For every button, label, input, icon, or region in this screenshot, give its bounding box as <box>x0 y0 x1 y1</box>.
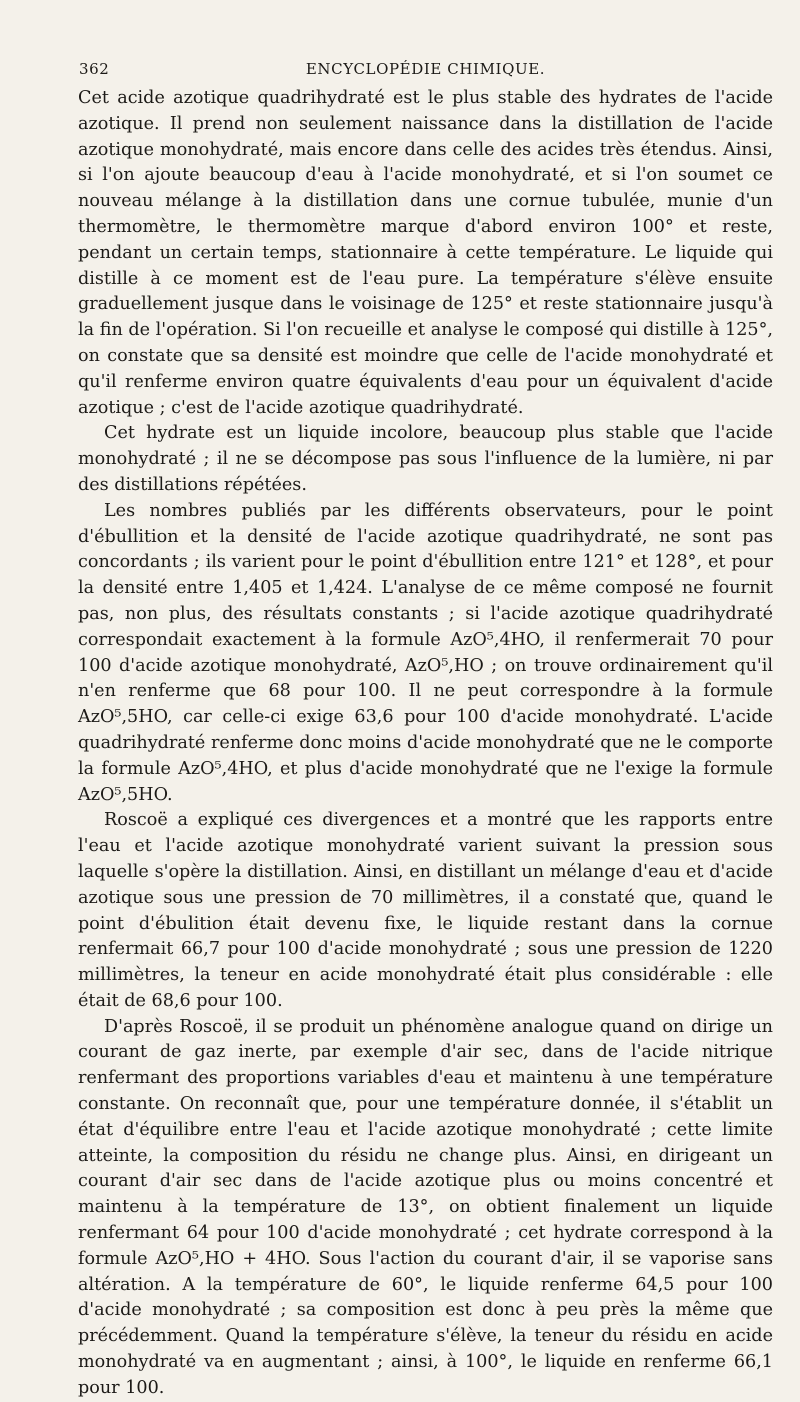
paragraph-5: D'après Roscoë, il se produit un phénomène analogue quand on dirige un courant de gaz inerte, par exemple d'air sec, dans de l'acide nitrique renfermant des proportions variables d'eau et maintenu à une température constante. On reconnaît que, pour une température donnée, il s'établit un état d'équilibre entre l'eau et l'acide azotique monohydraté ; cette limite atteinte, la composition du résidu ne change plus. Ainsi, en dirigeant un courant d'air sec dans de l'acide azotique plus ou moins concentré et maintenu à la température de 13°, on obtient finalement un liquide renfermant 64 pour 100 d'acide monohydraté ; cet hydrate correspond à la formule AzO⁵,HO + 4HO. Sous l'action du courant d'air, il se vaporise sans altération. A la température de 60°, le liquide renferme 64,5 pour 100 d'acide monohydraté ; sa composition est donc à peu près la même que précédemment. Quand la température s'élève, la teneur du résidu en acide monohydraté va en augmentant ; ainsi, à 100°, le liquide en renferme 66,1 pour 100. <box>78 1016 773 1398</box>
paragraph-3: Les nombres publiés par les différents observateurs, pour le point d'ébullition et la densité de l'acide azotique quadrihydraté, ne sont pas concordants ; ils varient pour le point d'ébullition entre 121° et 128°, et pour la densité entre 1,405 et 1,424. L'analyse de ce même composé ne fournit pas, non plus, des résultats constants ; si l'acide azotique quadrihydraté correspondait exactement à la formule AzO⁵,4HO, il renfermerait 70 pour 100 d'acide azotique monohydraté, AzO⁵,HO ; on trouve ordinairement qu'il n'en renferme que 68 pour 100. Il ne peut correspondre à la formule AzO⁵,5HO, car celle-ci exige 63,6 pour 100 d'acide monohydraté. L'acide quadrihydraté renferme donc moins d'acide monohydraté que ne le comporte la formule AzO⁵,4HO, et plus d'acide monohydraté que ne l'exige la formule AzO⁵,5HO. <box>78 500 773 805</box>
body-text <box>78 86 773 1402</box>
running-title: ENCYCLOPÉDIE CHIMIQUE. <box>305 60 546 78</box>
page-number: 362 <box>79 60 110 78</box>
paragraph-4: Roscoë a expliqué ces divergences et a montré que les rapports entre l'eau et l'acide azotique monohydraté varient suivant la pression sous laquelle s'opère la distillation. Ainsi, en distillant un mélange d'eau et d'acide azotique sous une pression de 70 millimètres, il a constaté que, quand le point d'ébulition était devenu fixe, le liquide restant dans la cornue renfermait 66,7 pour 100 d'acide monohydraté ; sous une pression de 1220 millimètres, la teneur en acide monohydraté était plus considérable : elle était de 68,6 pour 100. <box>78 810 773 1011</box>
paragraph-2: Cet hydrate est un liquide incolore, beaucoup plus stable que l'acide monohydraté ; il ne se décompose pas sous l'influence de la lumière, ni par des distillations répétées. <box>78 423 773 495</box>
page-header <box>79 60 772 84</box>
paragraph-1: Cet acide azotique quadrihydraté est le plus stable des hydrates de l'acide azotique. Il prend non seulement naissance dans la distillation de l'acide azotique monohydraté, mais encore dans celle des acides très étendus. Ainsi, si l'on ajoute beaucoup d'eau à l'acide monohydraté, et si l'on soumet ce nouveau mélange à la distillation dans une cornue tubulée, munie d'un thermomètre, le thermomètre marque d'abord environ 100° et reste, pendant un certain temps, stationnaire à cette température. Le liquide qui distille à ce moment est de l'eau pure. La température s'élève ensuite graduellement jusque dans le voisinage de 125° et reste stationnaire jusqu'à la fin de l'opération. Si l'on recueille et analyse le composé qui distille à 125°, on constate que sa densité est moindre que celle de l'acide monohydraté et qu'il renferme environ quatre équivalents d'eau pour un équivalent d'acide azotique ; c'est de l'acide azotique quadrihydraté. <box>78 88 773 418</box>
